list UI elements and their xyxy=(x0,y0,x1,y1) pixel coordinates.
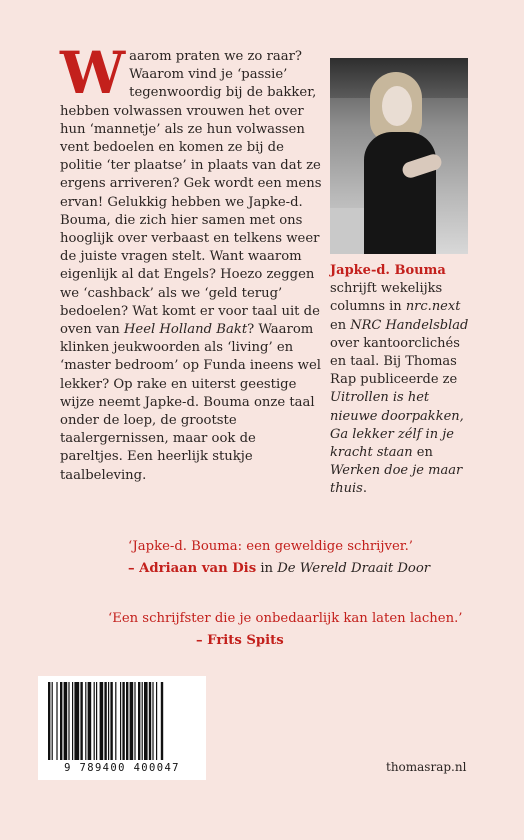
quote-source: De Wereld Draait Door xyxy=(277,561,431,576)
blurb-first-line: aarom praten we zo raar? xyxy=(129,49,302,64)
barcode-bar xyxy=(161,682,163,760)
barcode-bar xyxy=(88,682,92,760)
back-cover-blurb xyxy=(60,39,322,485)
barcode-bar xyxy=(80,682,82,760)
barcode-bar xyxy=(138,682,140,760)
bio-italic-nrc: NRC Handelsblad xyxy=(350,317,469,333)
barcode-bar xyxy=(134,682,135,760)
barcode-bar xyxy=(94,682,95,760)
blurb-text-end: ? Waarom klinken jeukwoorden als ‘living’ en ‘master bedroom’ op Funda ineens wel lekker? Op rake en uiterst geestige wijze neemt Japke-d. Bouma onze taal onder de loep, de grootste taalergernissen, maar ook de pareltjes. Een heerlijk stukje taalbeleving. xyxy=(60,322,321,483)
drop-cap: W xyxy=(60,39,126,107)
barcode-bar xyxy=(104,682,106,760)
barcode-bar xyxy=(72,682,73,760)
barcode-bar xyxy=(126,682,128,760)
quote-author: – Frits Spits xyxy=(196,633,284,648)
barcode-bar xyxy=(96,682,97,760)
blurb-text: Waarom vind je ‘passie’ tegenwoordig bij de bakker, hebben volwassen vrouwen het over hun ‘mannetje’ als ze hun volwassen vent bedoelen en komen ze bij de politie ‘ter plaatse’ in plaats van dat ze ergens arriveren? Gek wordt een mens ervan! Gelukkig hebben we Japke-d. Bouma, die zich hier samen met ons hooglijk over verbaast en telkens weer de juiste vragen stelt. Want waarom eigenlijk al dat Engels? Hoezo zeggen we ‘cashback’ als we ‘geld terug’ bedoelen? Wat komt er voor taal uit de oven van xyxy=(60,67,322,338)
isbn-number: 9 789400 400047 xyxy=(64,762,180,774)
barcode-bar xyxy=(52,682,53,760)
quote-connector: in xyxy=(256,561,278,576)
review-quote-1 xyxy=(128,536,430,580)
bio-text: schrijft wekelijks columns in xyxy=(330,281,443,315)
barcode-bar xyxy=(115,682,116,760)
barcode-bar xyxy=(144,682,148,760)
barcode-bar xyxy=(152,682,153,760)
barcode-bar xyxy=(85,682,86,760)
quote-text: ‘Een schrijfster die je onbedaarlijk kan laten lachen.’ xyxy=(108,611,463,626)
barcode-bar xyxy=(156,682,157,760)
author-name: Japke-d. Bouma xyxy=(330,263,446,278)
barcode-bar xyxy=(64,682,68,760)
barcode-bar xyxy=(149,682,151,760)
barcode-bar xyxy=(122,682,124,760)
barcode-bar xyxy=(68,682,69,760)
publisher-website: thomasrap.nl xyxy=(386,760,467,774)
bio-italic-book: Werken doe je maar thuis xyxy=(330,463,463,497)
bio-text: en xyxy=(330,317,351,333)
barcode-bar xyxy=(48,682,50,760)
barcode-bar xyxy=(56,682,57,760)
barcode-bars xyxy=(46,682,198,762)
barcode-bar xyxy=(74,682,79,760)
bio-italic-nrcnext: nrc.next xyxy=(405,299,461,315)
author-photo xyxy=(330,58,468,254)
barcode-bar xyxy=(100,682,104,760)
barcode-bar xyxy=(60,682,62,760)
bio-italic-books: Uitrollen is het nieuwe doorpakken, Ga lekker zélf in je kracht staan xyxy=(330,390,464,461)
author-bio xyxy=(330,262,480,499)
bio-text: . xyxy=(362,481,367,497)
barcode-bar xyxy=(130,682,134,760)
review-quote-2 xyxy=(108,608,462,652)
barcode-bar xyxy=(142,682,143,760)
barcode xyxy=(38,676,206,780)
bio-text: over kantoorclichés en taal. Bij Thomas Rap publiceerde ze xyxy=(330,335,460,388)
bio-text: en xyxy=(412,445,433,461)
quote-author: – Adriaan van Dis xyxy=(128,561,257,576)
barcode-bar xyxy=(120,682,121,760)
barcode-bar xyxy=(108,682,109,760)
blurb-italic-title: Heel Holland Bakt xyxy=(123,322,248,338)
barcode-bar xyxy=(110,682,112,760)
quote-text: ‘Japke-d. Bouma: een geweldige schrijver.’ xyxy=(128,539,413,554)
